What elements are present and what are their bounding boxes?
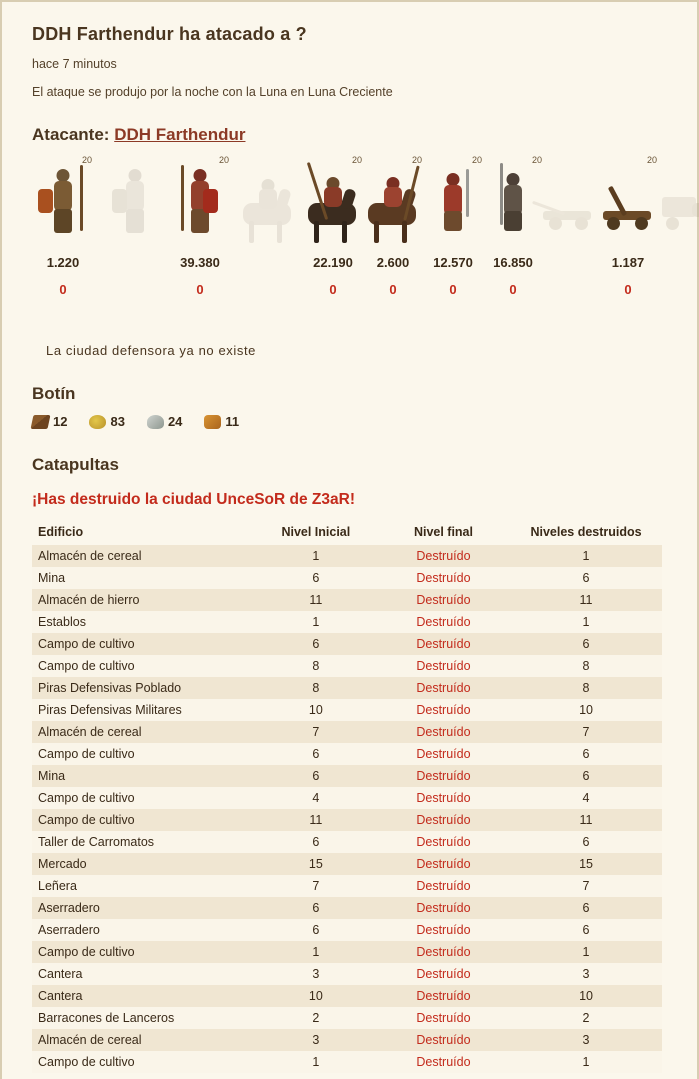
cell-levels-destroyed: 7 bbox=[510, 875, 662, 897]
table-row bbox=[32, 633, 662, 655]
cell-levels-destroyed: 10 bbox=[510, 699, 662, 721]
attacker-row bbox=[32, 125, 671, 145]
table-row bbox=[32, 743, 662, 765]
cell-levels-destroyed: 4 bbox=[510, 787, 662, 809]
crop-icon bbox=[204, 415, 221, 429]
cell-final-level: Destruído bbox=[377, 1007, 510, 1029]
troop-slot-equites-imperatoris bbox=[302, 155, 364, 297]
cell-levels-destroyed: 1 bbox=[510, 1051, 662, 1073]
cell-initial-level: 11 bbox=[255, 589, 377, 611]
cell-levels-destroyed: 11 bbox=[510, 589, 662, 611]
table-row bbox=[32, 567, 662, 589]
report-moon-note: El ataque se produjo por la noche con la Luna en Luna Creciente bbox=[32, 85, 393, 99]
cell-final-level: Destruído bbox=[377, 919, 510, 941]
troop-level: 20 bbox=[471, 155, 482, 165]
cell-final-level: Destruído bbox=[377, 875, 510, 897]
cell-final-level: Destruído bbox=[377, 853, 510, 875]
cell-levels-destroyed: 15 bbox=[510, 853, 662, 875]
troop-count: 22.190 bbox=[313, 255, 353, 270]
cell-initial-level: 7 bbox=[255, 875, 377, 897]
attacker-label: Atacante: bbox=[32, 125, 110, 144]
wood-icon bbox=[31, 415, 51, 429]
praetorian-unit-icon bbox=[104, 155, 166, 247]
cell-building: Campo de cultivo bbox=[32, 809, 255, 831]
table-row bbox=[32, 1051, 662, 1073]
booty-list bbox=[32, 414, 671, 429]
cell-levels-destroyed: 1 bbox=[510, 611, 662, 633]
troop-losses: 0 bbox=[389, 282, 397, 297]
table-row bbox=[32, 545, 662, 567]
cell-levels-destroyed: 6 bbox=[510, 633, 662, 655]
report-content bbox=[16, 10, 671, 1070]
cell-levels-destroyed: 1 bbox=[510, 545, 662, 567]
cell-initial-level: 3 bbox=[255, 963, 377, 985]
table-row bbox=[32, 677, 662, 699]
cell-building: Barracones de Lanceros bbox=[32, 1007, 255, 1029]
cell-initial-level: 4 bbox=[255, 787, 377, 809]
troop-count: 1.187 bbox=[611, 255, 645, 270]
booty-item bbox=[204, 414, 239, 429]
troop-losses: 0 bbox=[59, 282, 67, 297]
cell-building: Almacén de cereal bbox=[32, 545, 255, 567]
troop-slot-settler-cart bbox=[652, 155, 699, 259]
cell-levels-destroyed: 6 bbox=[510, 919, 662, 941]
table-row bbox=[32, 985, 662, 1007]
troop-slot-equites-legati bbox=[237, 155, 299, 259]
cell-building: Piras Defensivas Poblado bbox=[32, 677, 255, 699]
table-row bbox=[32, 765, 662, 787]
cell-initial-level: 8 bbox=[255, 655, 377, 677]
troop-slot-pikeman bbox=[482, 155, 544, 297]
cell-building: Mercado bbox=[32, 853, 255, 875]
troop-count: 16.850 bbox=[493, 255, 533, 270]
cell-initial-level: 2 bbox=[255, 1007, 377, 1029]
table-header-row bbox=[32, 521, 662, 545]
cell-initial-level: 6 bbox=[255, 897, 377, 919]
cell-building: Almacén de cereal bbox=[32, 1029, 255, 1051]
troop-level: 20 bbox=[646, 155, 657, 165]
cell-building: Campo de cultivo bbox=[32, 655, 255, 677]
cell-levels-destroyed: 6 bbox=[510, 743, 662, 765]
table-row bbox=[32, 787, 662, 809]
troop-losses: 0 bbox=[329, 282, 337, 297]
troop-level: 20 bbox=[411, 155, 422, 165]
iron-icon bbox=[147, 415, 164, 429]
equites-legati-unit-icon bbox=[237, 155, 299, 247]
cell-initial-level: 6 bbox=[255, 765, 377, 787]
cell-final-level: Destruído bbox=[377, 699, 510, 721]
catapult-unit-icon bbox=[597, 155, 659, 247]
cell-initial-level: 6 bbox=[255, 743, 377, 765]
cell-levels-destroyed: 7 bbox=[510, 721, 662, 743]
cell-final-level: Destruído bbox=[377, 809, 510, 831]
clay-icon bbox=[89, 415, 106, 429]
cell-final-level: Destruído bbox=[377, 963, 510, 985]
cell-building: Leñera bbox=[32, 875, 255, 897]
booty-value: 12 bbox=[53, 414, 68, 429]
cell-initial-level: 10 bbox=[255, 699, 377, 721]
table-row bbox=[32, 875, 662, 897]
troop-slot-legionnaire bbox=[32, 155, 94, 297]
cell-initial-level: 11 bbox=[255, 809, 377, 831]
cell-initial-level: 15 bbox=[255, 853, 377, 875]
table-row bbox=[32, 897, 662, 919]
equites-caesaris-unit-icon bbox=[362, 155, 424, 247]
troop-slot-praetorian bbox=[104, 155, 166, 259]
booty-value: 11 bbox=[225, 414, 240, 429]
cell-final-level: Destruído bbox=[377, 1051, 510, 1073]
cell-levels-destroyed: 2 bbox=[510, 1007, 662, 1029]
booty-item bbox=[32, 414, 67, 429]
column-header-initial-level: Nivel Inicial bbox=[281, 525, 351, 539]
cell-levels-destroyed: 6 bbox=[510, 765, 662, 787]
cell-initial-level: 6 bbox=[255, 831, 377, 853]
destroyed-buildings-table bbox=[32, 521, 662, 1073]
cell-levels-destroyed: 1 bbox=[510, 941, 662, 963]
defender-missing-note: La ciudad defensora ya no existe bbox=[46, 343, 256, 358]
booty-value: 24 bbox=[167, 414, 183, 429]
cell-initial-level: 6 bbox=[255, 633, 377, 655]
cell-final-level: Destruído bbox=[377, 897, 510, 919]
equites-imperatoris-unit-icon bbox=[302, 155, 364, 247]
table-row bbox=[32, 589, 662, 611]
imperian-unit-icon bbox=[169, 155, 231, 247]
cell-levels-destroyed: 6 bbox=[510, 567, 662, 589]
cell-initial-level: 6 bbox=[255, 567, 377, 589]
troop-level: 20 bbox=[81, 155, 92, 165]
cell-final-level: Destruído bbox=[377, 787, 510, 809]
troop-count: 39.380 bbox=[180, 255, 220, 270]
legionnaire-unit-icon bbox=[32, 155, 94, 247]
cell-initial-level: 1 bbox=[255, 545, 377, 567]
cell-initial-level: 8 bbox=[255, 677, 377, 699]
cell-levels-destroyed: 8 bbox=[510, 655, 662, 677]
cell-initial-level: 3 bbox=[255, 1029, 377, 1051]
booty-title: Botín bbox=[32, 384, 76, 403]
column-header-building: Edificio bbox=[38, 525, 84, 539]
troop-losses: 0 bbox=[196, 282, 204, 297]
cell-final-level: Destruído bbox=[377, 545, 510, 567]
booty-item bbox=[147, 414, 182, 429]
cell-levels-destroyed: 3 bbox=[510, 963, 662, 985]
cell-final-level: Destruído bbox=[377, 743, 510, 765]
table-row bbox=[32, 853, 662, 875]
column-header-final-level: Nivel final bbox=[413, 525, 473, 539]
table-row bbox=[32, 699, 662, 721]
attacker-troops bbox=[32, 155, 662, 315]
cell-initial-level: 10 bbox=[255, 985, 377, 1007]
table-row bbox=[32, 809, 662, 831]
cell-initial-level: 7 bbox=[255, 721, 377, 743]
troop-losses: 0 bbox=[449, 282, 457, 297]
cell-levels-destroyed: 11 bbox=[510, 809, 662, 831]
booty-value: 83 bbox=[110, 414, 125, 429]
cell-levels-destroyed: 6 bbox=[510, 831, 662, 853]
cell-initial-level: 1 bbox=[255, 941, 377, 963]
cell-levels-destroyed: 6 bbox=[510, 897, 662, 919]
cell-initial-level: 1 bbox=[255, 611, 377, 633]
troop-count: 1.220 bbox=[46, 255, 80, 270]
cell-building: Campo de cultivo bbox=[32, 743, 255, 765]
cell-final-level: Destruído bbox=[377, 765, 510, 787]
cell-building: Almacén de hierro bbox=[32, 589, 255, 611]
troop-count: 12.570 bbox=[433, 255, 473, 270]
city-destroyed-message: ¡Has destruido la ciudad UnceSoR de Z3aR! bbox=[32, 491, 355, 508]
cell-final-level: Destruído bbox=[377, 611, 510, 633]
cell-initial-level: 1 bbox=[255, 1051, 377, 1073]
cell-final-level: Destruído bbox=[377, 589, 510, 611]
table-row bbox=[32, 721, 662, 743]
cell-building: Cantera bbox=[32, 985, 255, 1007]
cell-final-level: Destruído bbox=[377, 831, 510, 853]
cell-building: Establos bbox=[32, 611, 255, 633]
swordsman-unit-icon bbox=[422, 155, 484, 247]
troop-count: 2.600 bbox=[376, 255, 410, 270]
booty-item bbox=[89, 414, 124, 429]
troop-level: 20 bbox=[351, 155, 362, 165]
catapults-title: Catapultas bbox=[32, 455, 119, 474]
table-row bbox=[32, 831, 662, 853]
cell-building: Campo de cultivo bbox=[32, 1051, 255, 1073]
cell-building: Cantera bbox=[32, 963, 255, 985]
cell-building: Campo de cultivo bbox=[32, 941, 255, 963]
cell-building: Piras Defensivas Militares bbox=[32, 699, 255, 721]
settler-cart-unit-icon bbox=[652, 155, 699, 247]
troop-level: 20 bbox=[218, 155, 229, 165]
cell-levels-destroyed: 8 bbox=[510, 677, 662, 699]
column-header-levels-destroyed: Niveles destruidos bbox=[530, 525, 642, 539]
cell-building: Campo de cultivo bbox=[32, 787, 255, 809]
table-row bbox=[32, 963, 662, 985]
table-row bbox=[32, 919, 662, 941]
cell-initial-level: 6 bbox=[255, 919, 377, 941]
cell-final-level: Destruído bbox=[377, 721, 510, 743]
cell-final-level: Destruído bbox=[377, 985, 510, 1007]
troop-slot-swordsman bbox=[422, 155, 484, 297]
page-title: DDH Farthendur ha atacado a ? bbox=[32, 24, 307, 44]
cell-final-level: Destruído bbox=[377, 677, 510, 699]
ram-unit-icon bbox=[537, 155, 599, 247]
cell-levels-destroyed: 3 bbox=[510, 1029, 662, 1051]
table-row bbox=[32, 611, 662, 633]
troop-level: 20 bbox=[531, 155, 542, 165]
cell-building: Taller de Carromatos bbox=[32, 831, 255, 853]
cell-building: Mina bbox=[32, 765, 255, 787]
table-row bbox=[32, 655, 662, 677]
cell-building: Aserradero bbox=[32, 897, 255, 919]
table-row bbox=[32, 941, 662, 963]
troop-slot-equites-caesaris bbox=[362, 155, 424, 297]
attacker-name-link[interactable]: DDH Farthendur bbox=[114, 125, 246, 144]
troop-losses: 0 bbox=[624, 282, 632, 297]
table-row bbox=[32, 1029, 662, 1051]
cell-building: Almacén de cereal bbox=[32, 721, 255, 743]
troop-slot-imperian bbox=[169, 155, 231, 297]
cell-building: Campo de cultivo bbox=[32, 633, 255, 655]
cell-final-level: Destruído bbox=[377, 1029, 510, 1051]
troop-slot-ram bbox=[537, 155, 599, 259]
cell-building: Mina bbox=[32, 567, 255, 589]
cell-final-level: Destruído bbox=[377, 941, 510, 963]
cell-final-level: Destruído bbox=[377, 655, 510, 677]
cell-final-level: Destruído bbox=[377, 633, 510, 655]
troop-slot-catapult bbox=[597, 155, 659, 297]
troop-losses: 0 bbox=[509, 282, 517, 297]
report-timestamp: hace 7 minutos bbox=[32, 57, 117, 71]
cell-final-level: Destruído bbox=[377, 567, 510, 589]
cell-levels-destroyed: 10 bbox=[510, 985, 662, 1007]
table-row bbox=[32, 1007, 662, 1029]
cell-building: Aserradero bbox=[32, 919, 255, 941]
